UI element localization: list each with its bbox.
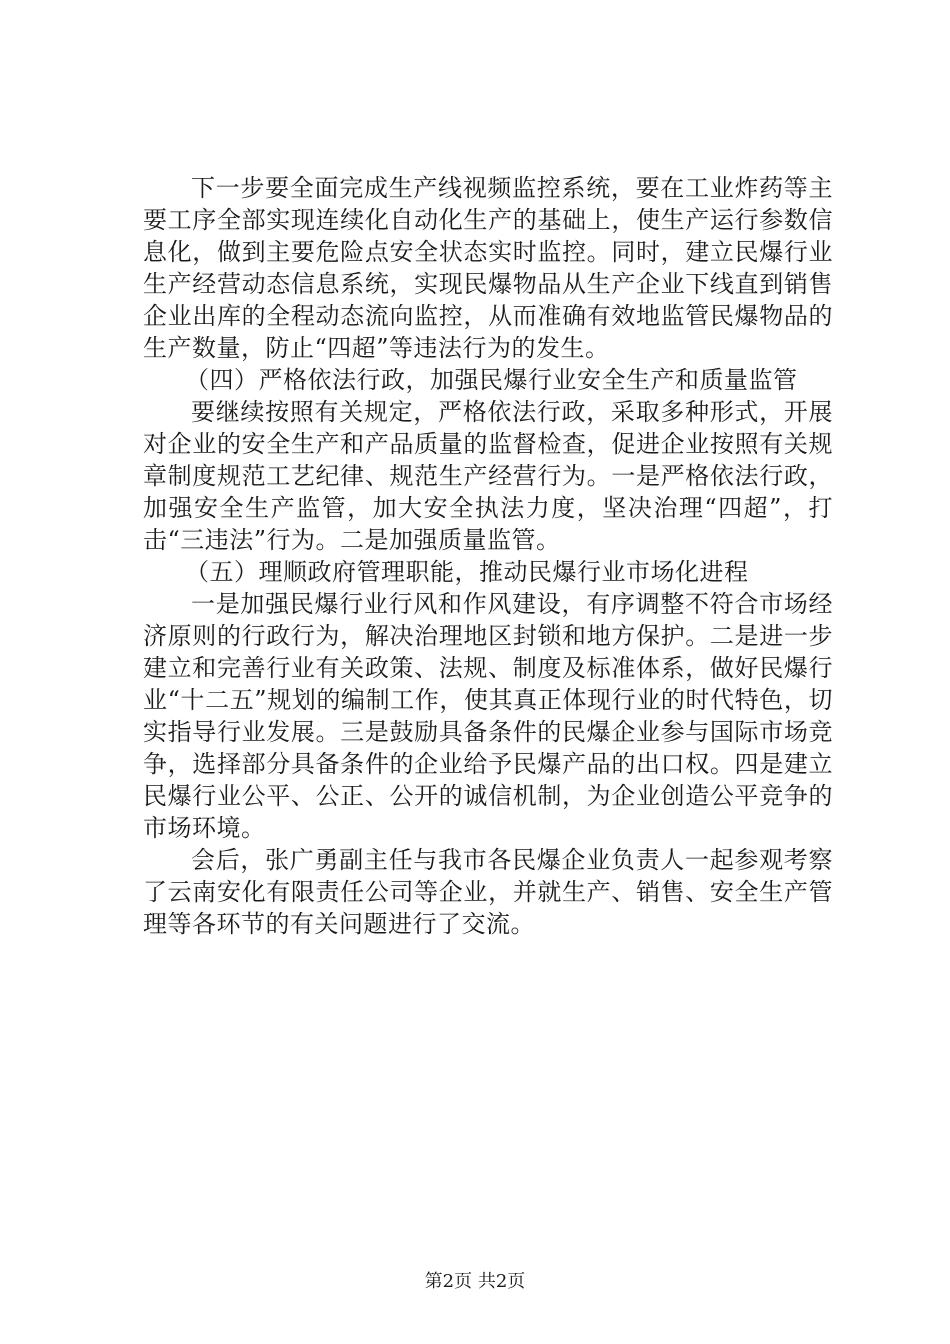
- section-heading-five: （五）理顺政府管理职能，推动民爆行业市场化进程: [185, 558, 749, 586]
- section-heading-four: （四）严格依法行政，加强民爆行业安全生产和质量监管: [185, 366, 798, 394]
- paragraph-law-enforcement: 要继续按照有关规定，严格依法行政，采取多种形式，开展对企业的安全生产和产品质量的监督检查，促进企业按照有关规章制度规范工艺纪律、规范生产经营行为。一是严格依法行政，加强安全生产监管，加大安全执法力度，坚决治理“四超”，打击“三违法”行为。二是加强质量监管。: [143, 398, 833, 554]
- paragraph-closing-visit: 会后，张广勇副主任与我市各民爆企业负责人一起参观考察了云南安化有限责任公司等企业，并就生产、销售、安全生产管理等各环节的有关问题进行了交流。: [143, 846, 833, 938]
- paragraph-video-monitoring: 下一步要全面完成生产线视频监控系统，要在工业炸药等主要工序全部实现连续化自动化生产的基础上，使生产运行参数信息化，做到主要危险点安全状态实时监控。同时，建立民爆行业生产经营动态信息系统，实现民爆物品从生产企业下线直到销售企业出库的全程动态流向监控，从而准确有效地监管民爆物品的生产数量，防止“四超”等违法行为的发生。: [143, 174, 833, 362]
- page-number-footer: 第2页 共2页: [424, 1271, 526, 1292]
- document-body: [143, 172, 833, 940]
- paragraph-market-reform: 一是加强民爆行业行风和作风建设，有序调整不符合市场经济原则的行政行为，解决治理地区封锁和地方保护。二是进一步建立和完善行业有关政策、法规、制度及标准体系，做好民爆行业“十二五”规划的编制工作，使其真正体现行业的时代特色，切实指导行业发展。三是鼓励具备条件的民爆企业参与国际市场竞争，选择部分具备条件的企业给予民爆产品的出口权。四是建立民爆行业公平、公正、公开的诚信机制，为企业创造公平竞争的市场环境。: [143, 590, 833, 842]
